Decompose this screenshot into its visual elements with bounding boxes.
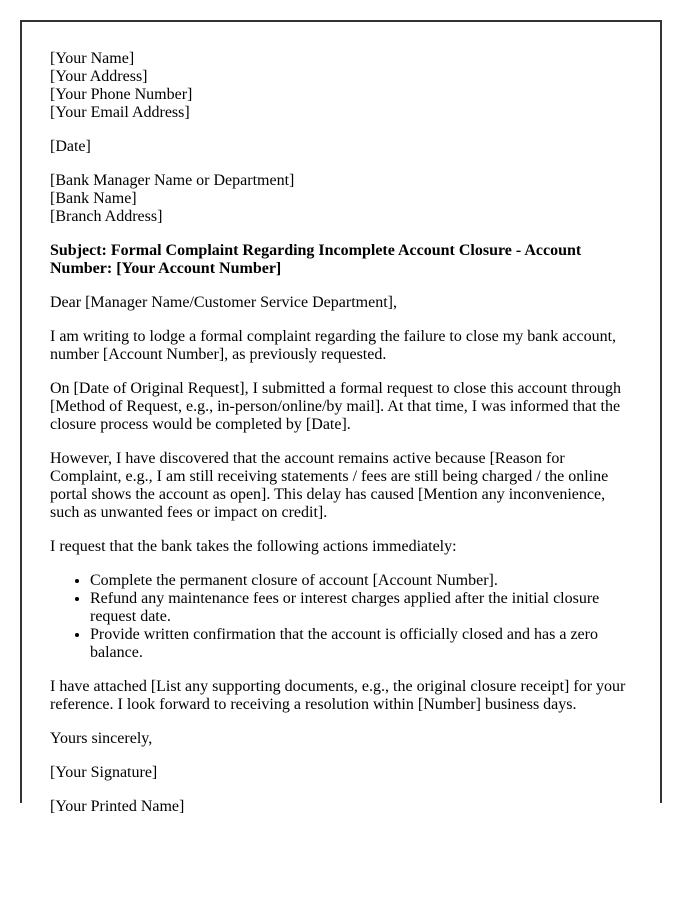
salutation: Dear [Manager Name/Customer Service Department], (50, 294, 397, 311)
paragraph-attachments-resolution: I have attached [List any supporting documents, e.g., the original closure receipt] for your reference. I look forward to receiving a resolution within [Number] business days. (50, 678, 626, 713)
paragraph-original-request: On [Date of Original Request], I submitted a formal request to close this account through [Method of Request, e.g., in-person/online/by mail]. At that time, I was informed that the closure process would be completed by [Date]. (50, 380, 621, 433)
paragraph-account-still-active: However, I have discovered that the account remains active because [Reason for Complaint, e.g., I am still receiving statements / fees are still being charged / the online portal shows the account as open]. This delay has caused [Mention any inconvenience, such as unwanted fees or impact on credit]. (50, 450, 609, 521)
sender-name-line: [Your Name] (50, 50, 135, 67)
signature-placeholder: [Your Signature] (50, 764, 158, 781)
recipient-branch-line: [Branch Address] (50, 208, 163, 225)
valediction: Yours sincerely, (50, 730, 153, 747)
printed-name-placeholder: [Your Printed Name] (50, 798, 185, 815)
paragraph-request-actions: I request that the bank takes the following actions immediately: (50, 538, 457, 555)
recipient-address-block (50, 172, 626, 226)
subject-line: Subject: Formal Complaint Regarding Incomplete Account Closure - Account Number: [Your Account Number] (50, 242, 582, 277)
sender-address-line: [Your Address] (50, 68, 148, 85)
recipient-manager-line: [Bank Manager Name or Department] (50, 172, 295, 189)
requested-actions-list (50, 572, 626, 662)
recipient-bank-line: [Bank Name] (50, 190, 137, 207)
letter-page (20, 20, 662, 815)
sender-phone-line: [Your Phone Number] (50, 86, 193, 103)
date-line: [Date] (50, 138, 91, 155)
sender-address-block (50, 50, 626, 122)
paragraph-complaint-intro: I am writing to lodge a formal complaint regarding the failure to close my bank account, number [Account Number], as previously requested. (50, 328, 617, 363)
list-item-complete-closure: • Complete the permanent closure of account [Account Number]. (90, 572, 626, 590)
sender-email-line: [Your Email Address] (50, 104, 190, 121)
list-item-written-confirmation: • Provide written confirmation that the account is officially closed and has a zero balance. (90, 626, 626, 662)
list-item-refund-fees: • Refund any maintenance fees or interest charges applied after the initial closure request date. (90, 590, 626, 626)
